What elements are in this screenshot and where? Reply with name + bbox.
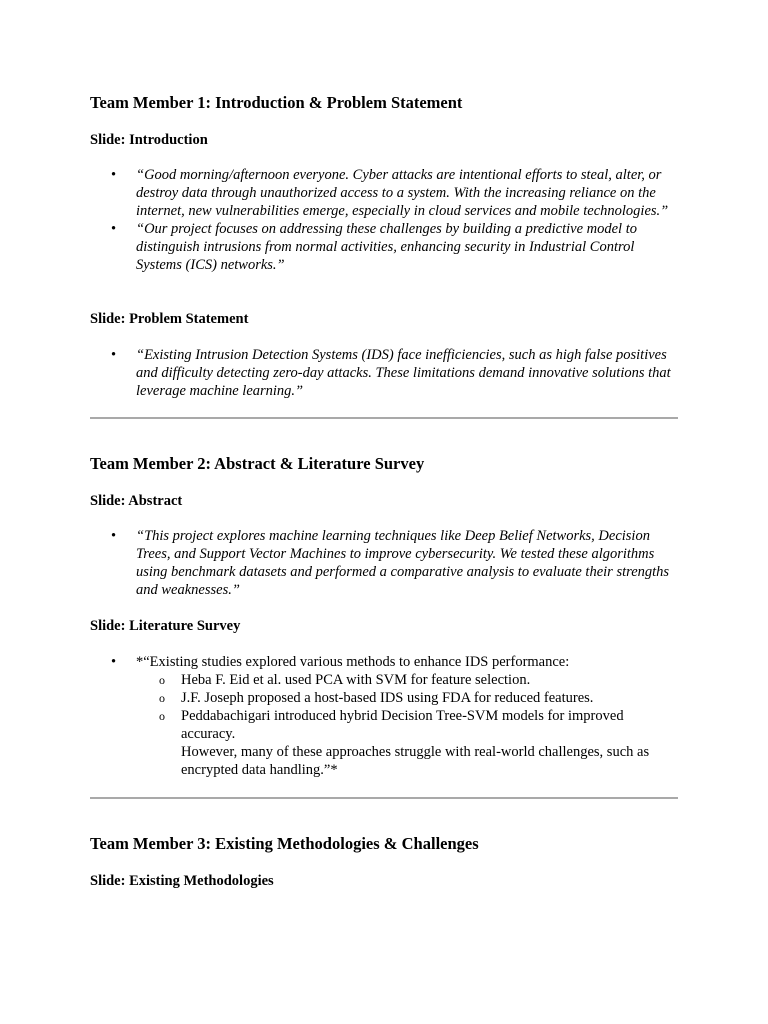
literature-sub-list — [136, 671, 678, 779]
bullet-text: “Good morning/afternoon everyone. Cyber attacks are intentional efforts to steal, alter, or destroy data through unauthorized access to a system. With the increasing reliance on the internet, new vulnerabilities emerge, especially in cloud services and mobile technologies.” — [136, 167, 669, 219]
introduction-bullet-list — [90, 166, 678, 274]
bullet-icon: • — [111, 528, 117, 544]
section-heading-team-member-1: Team Member 1: Introduction & Problem Statement — [90, 93, 463, 112]
list-item — [90, 220, 678, 274]
problem-statement-bullet-list — [90, 346, 678, 400]
bullet-icon: • — [111, 347, 117, 363]
bullet-text: *“Existing studies explored various methods to enhance IDS performance: — [136, 654, 570, 670]
bullet-icon: • — [111, 167, 117, 183]
sub-list-item — [136, 707, 678, 779]
literature-survey-bullet-list — [90, 653, 678, 779]
sub-bullet-text: J.F. Joseph proposed a host-based IDS using FDA for reduced features. — [181, 690, 594, 706]
slide-title-introduction: Slide: Introduction — [90, 132, 208, 148]
list-item — [90, 527, 678, 599]
slide-title-existing-methodologies: Slide: Existing Methodologies — [90, 873, 274, 889]
continuation-text: However, many of these approaches struggle with real-world challenges, such as encrypted data handling.”* — [181, 744, 650, 778]
abstract-bullet-list — [90, 527, 678, 599]
sub-list-item — [136, 671, 678, 689]
circle-bullet-icon: o — [159, 709, 165, 723]
slide-title-abstract: Slide: Abstract — [90, 493, 183, 509]
list-item — [90, 166, 678, 220]
bullet-text: “Our project focuses on addressing these challenges by building a predictive model to distinguish intrusions from normal activities, enhancing security in Industrial Control Systems (ICS) networks.” — [136, 221, 637, 273]
section-heading-team-member-2: Team Member 2: Abstract & Literature Survey — [90, 454, 425, 473]
circle-bullet-icon: o — [159, 673, 165, 687]
bullet-text: “Existing Intrusion Detection Systems (IDS) face inefficiencies, such as high false positives and difficulty detecting zero-day attacks. These limitations demand innovative solutions that leverage machine learning.” — [136, 347, 671, 399]
bullet-icon: • — [111, 221, 117, 237]
sub-bullet-text: Peddabachigari introduced hybrid Decision Tree-SVM models for improved accuracy. — [181, 708, 624, 742]
list-item — [90, 653, 678, 779]
section-heading-team-member-3: Team Member 3: Existing Methodologies & Challenges — [90, 834, 479, 853]
sub-bullet-text: Heba F. Eid et al. used PCA with SVM for feature selection. — [181, 672, 531, 688]
sub-list-item — [136, 689, 678, 707]
bullet-icon: • — [111, 654, 117, 670]
list-item — [90, 346, 678, 400]
bullet-text: “This project explores machine learning techniques like Deep Belief Networks, Decision Trees, and Support Vector Machines to improve cybersecurity. We tested these algorithms using benchmark datasets and performed a comparative analysis to evaluate their strengths and weaknesses.” — [136, 528, 670, 598]
slide-title-problem-statement: Slide: Problem Statement — [90, 311, 249, 327]
circle-bullet-icon: o — [159, 691, 165, 705]
section-divider — [90, 417, 678, 419]
slide-title-literature-survey: Slide: Literature Survey — [90, 618, 241, 634]
section-divider — [90, 797, 678, 799]
